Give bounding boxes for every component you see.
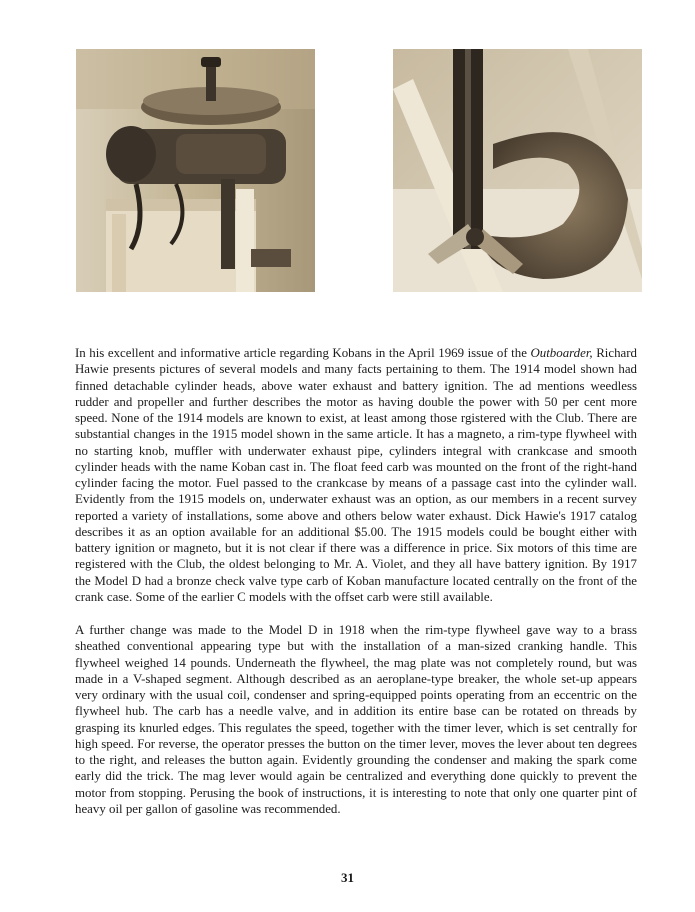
article-paragraph-1 bbox=[75, 345, 637, 605]
paragraph-1-lead: In his excellent and informative article regarding Kobans in the April 1969 issue of the bbox=[75, 346, 531, 360]
photo-rudder-propeller bbox=[393, 49, 642, 292]
publication-title: Outboarder, bbox=[530, 346, 593, 360]
paragraph-1-body: Richard Hawie presents pictures of several models and many facts pertaining to them. The 1914 model shown had finned detachable cylinder heads, above water exhaust and battery ignition. The ad mentions weedless rudder and propeller and further describes the motor as having double the power with 50 per cent more speed. None of the 1914 models are known to exist, at least among those rgistered with the Club. There are substantial changes in the 1915 model shown in the same article. It has a magneto, a rim-type flywheel with no starting knob, muffler with underwater exhaust pipe, cylinders integral with crankcase and smooth cylinder heads with the name Koban cast in. The float feed carb was mounted on the front of the right-hand cylinder facing the motor. Fuel passed to the crankcase by means of a passage cast into the cylinder wall. Evidently from the 1915 models on, underwater exhaust was an option, as our members in a recent survey reported a variety of installations, some above and others below water exhaust. Dick Hawie's 1917 catalog describes it as an option available for an additional $5.00. The 1915 models could be bought either with battery ignition or magneto, but it is not clear if there was a difference in price. Six motors of this time are registered with the Club, the oldest belonging to Mr. A. Violet, and they all have battery ignition. By 1917 the Model D had a bronze check valve type carb of Koban manufacture located centrally on the front of the crank case. Some of the earlier C models with the offset carb were still available. bbox=[75, 346, 638, 604]
article-paragraph-2: A further change was made to the Model D in 1918 when the rim-type flywheel gave way to a brass sheathed conventional appearing type but with the installation of a man-sized cranking handle. This flywheel weighed 14 pounds. Underneath the flywheel, the mag plate was not completely round, but was made in a V-shaped segment. Although described as an aeroplane-type breaker, the whole set-up appears very ordinary with the usual coil, condenser and spring-equipped points operating from an eccentric on the flywheel hub. The carb has a needle valve, and in addition its entire base can be rotated on threads by grasping its knurled edges. This regulates the speed, together with the timer lever, which is set centrally for high speed. For reverse, the operator presses the button on the timer lever, moves the lever about ten degrees to the right, and releases the button again. Evidently grounding the condenser and making the spark come early did the trick. The mag lever would again be centralized and everything done quickly to prevent the motor from stopping. Perusing the book of instructions, it is interesting to note that only one quarter pint of heavy oil per gallon of gasoline was recommended. bbox=[75, 623, 637, 816]
page-number: 31 bbox=[341, 870, 354, 885]
rudder-propeller-illustration bbox=[393, 49, 642, 292]
outboard-motor-illustration bbox=[76, 49, 315, 292]
photo-outboard-motor bbox=[76, 49, 315, 292]
